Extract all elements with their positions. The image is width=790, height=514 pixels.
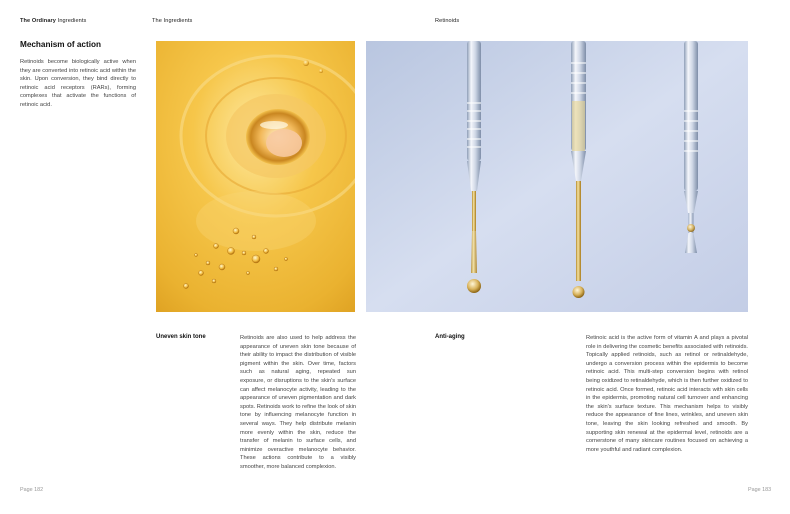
- running-header-left: [20, 18, 86, 24]
- mechanism-paragraph: Retinoids become biologically active when they are converted into retinoic acid within the skin. Upon conversion, they bind directly to retinoic acid receptors (RARs), forming complexes that activate the functions of retinoic acid.: [20, 59, 136, 108]
- page-number-left: Page 182: [20, 487, 44, 493]
- retinoid-pipettes-photo: [366, 41, 748, 312]
- running-header-right: Retinoids: [435, 18, 460, 24]
- mechanism-heading: Mechanism of action: [20, 40, 101, 49]
- anti-aging-paragraph: Retinoic acid is the active form of vitamin A and plays a pivotal role in delivering the cosmetic benefits associated with retinoids. Topically applied retinoids, such as retinol or retinaldehyde, undergo a conversion process within the epidermis to become retinoic acid. This multi-step conversion begins with retinol being oxidized to retinaldehyde, which is then further oxidized to retinoic acid. Once formed, retinoic acid interacts with skin cells in the epidermis, promoting natural cell turnover and enhancing the skin's surface texture. This mechanism helps to visibly reduce the appearance of fine lines, wrinkles, and uneven skin tone, leaving the skin looking refreshed and smooth. By supporting skin renewal at the epidermal level, retinoids are a cornerstone of many skincare routines focused on achieving a more youthful and radiant complexion.: [586, 335, 748, 453]
- brand-name: The Ordinary: [20, 18, 57, 24]
- anti-aging-heading: Anti-aging: [435, 334, 465, 340]
- running-header-middle: The Ingredients: [152, 18, 193, 24]
- uneven-skin-tone-heading: Uneven skin tone: [156, 334, 206, 340]
- page-number-right: Page 183: [748, 487, 772, 493]
- uneven-skin-tone-paragraph: Retinoids are also used to help address the appearance of uneven skin tone because of their ability to impact the distribution of visible pigment within the skin. Over time, factors such as natural aging, repeated sun exposure, or disruptions to the skin's surface can affect melanocyte activity, leading to the appearance of uneven pigmentation and dark spots. Retinoids work to refine the look of skin tone by influencing melanocyte function in several ways. They help distribute melanin more evenly within the skin, reduce the transfer of melanin to surface cells, and minimize overactive melanocyte behavior. These actions contribute to a visibly smoother, more balanced complexion.: [240, 335, 356, 470]
- oil-droplet-photo: [156, 41, 355, 312]
- section-name: Ingredients: [57, 18, 87, 24]
